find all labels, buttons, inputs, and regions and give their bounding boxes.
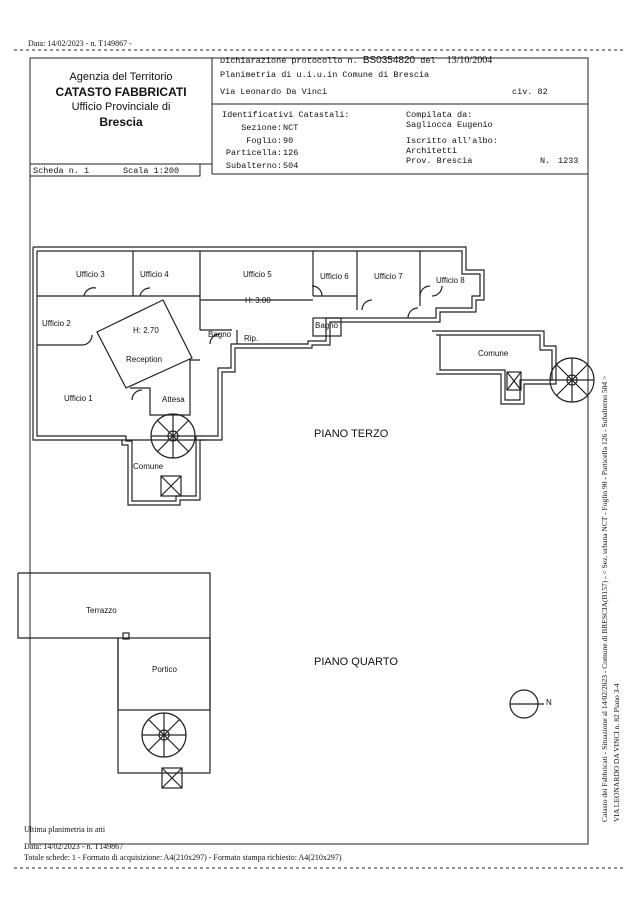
protocol-date: 13/10/2004: [446, 55, 493, 66]
particella-label: Particella:: [225, 148, 282, 158]
prov-label: Prov. Brescia: [406, 156, 473, 166]
footer-data: Data: 14/02/2023 - n. T149867: [24, 842, 124, 851]
room-ufficio-1: Ufficio 1: [64, 394, 93, 403]
foglio-label: Foglio:: [246, 135, 282, 146]
room-ufficio-4: Ufficio 4: [140, 270, 169, 279]
identificativi-labels: [212, 122, 282, 172]
address-line: Via Leonardo Da Vinci: [220, 87, 328, 97]
room-height-300: H: 3.00: [245, 296, 271, 305]
protocol-number: BS0354820: [362, 55, 416, 66]
identificativi-title: Identificativi Catastali:: [222, 110, 350, 120]
room-bagno-2: Bagno: [315, 321, 339, 330]
room-ufficio-6: Ufficio 6: [320, 272, 349, 281]
compilata-title: Compilata da:: [406, 110, 473, 120]
n-value: 1233: [558, 156, 579, 166]
agency-line3: Ufficio Provinciale di: [71, 101, 171, 113]
room-height-270: H: 2.70: [133, 326, 159, 335]
sezione-value: NCT: [283, 123, 299, 133]
foglio-value: 90: [283, 135, 294, 146]
agency-line4: Brescia: [99, 115, 143, 129]
scala-label: Scala 1:200: [123, 166, 180, 176]
header-stamp: Data: 14/02/2023 - n. T149867 -: [28, 39, 132, 48]
room-ripostiglio: Rip.: [244, 334, 259, 343]
scheda-label: Scheda n. 1: [33, 166, 90, 176]
room-attesa: Attesa: [162, 395, 185, 404]
sezione-label: Sezione:: [241, 123, 282, 133]
room-comune-right: Comune: [478, 349, 509, 358]
room-portico: Portico: [152, 665, 177, 674]
protocol-del: del: [420, 56, 436, 66]
room-ufficio-8: Ufficio 8: [436, 276, 465, 285]
compilata-block: [406, 110, 498, 156]
protocol-label: Dichiarazione protocollo n.: [220, 56, 358, 66]
room-comune-left: Comune: [133, 462, 164, 471]
subalterno-label: Subalterno:: [225, 160, 282, 171]
footer-ultima: Ultima planimetria in atti: [24, 825, 106, 834]
piano-terzo-plan: [33, 247, 594, 505]
agency-block: [30, 70, 212, 130]
room-ufficio-3: Ufficio 3: [76, 270, 105, 279]
side-caption-1: Catasto dei Fabbricati - Situazione al 14/02/2023 - Comune di BRESCIA(B157) - < Sez. urbana NCT - Foglio 90 - Particella 126 - Subalterno 504 >: [600, 375, 609, 822]
n-label: N.: [540, 156, 551, 166]
subalterno-value: 504: [283, 160, 299, 171]
room-ufficio-2: Ufficio 2: [42, 319, 71, 328]
piano-quarto-title: PIANO QUARTO: [314, 656, 398, 668]
agency-line1: Agenzia del Territorio: [69, 71, 173, 83]
room-ufficio-7: Ufficio 7: [374, 272, 403, 281]
identificativi-values: [283, 122, 298, 172]
room-terrazzo: Terrazzo: [86, 606, 117, 615]
compilata-name: Sagliocca Eugenio: [406, 120, 493, 130]
agency-line2: CATASTO FABBRICATI: [55, 85, 187, 99]
room-ufficio-5: Ufficio 5: [243, 270, 272, 279]
side-caption-2: VIA LEONARDO DA VINCI n. 82 Piano 3-4: [612, 683, 621, 822]
footer-totale: Totale schede: 1 - Formato di acquisizione: A4(210x297) - Formato stampa richiesto: A4(210x297): [24, 853, 342, 862]
particella-value: 126: [283, 148, 299, 158]
albo-value: Architetti: [406, 146, 458, 156]
planimetria-line: Planimetria di u.i.u.in Comune di Brescia: [220, 70, 430, 80]
piano-terzo-title: PIANO TERZO: [314, 428, 389, 440]
room-bagno-1: Bagno: [208, 330, 232, 339]
protocol-line: [220, 55, 492, 66]
north-label: N: [546, 698, 552, 707]
iscritto-label: Iscritto all'albo:: [406, 136, 498, 146]
room-reception: Reception: [126, 355, 163, 364]
civ-number: civ. 82: [512, 87, 548, 97]
